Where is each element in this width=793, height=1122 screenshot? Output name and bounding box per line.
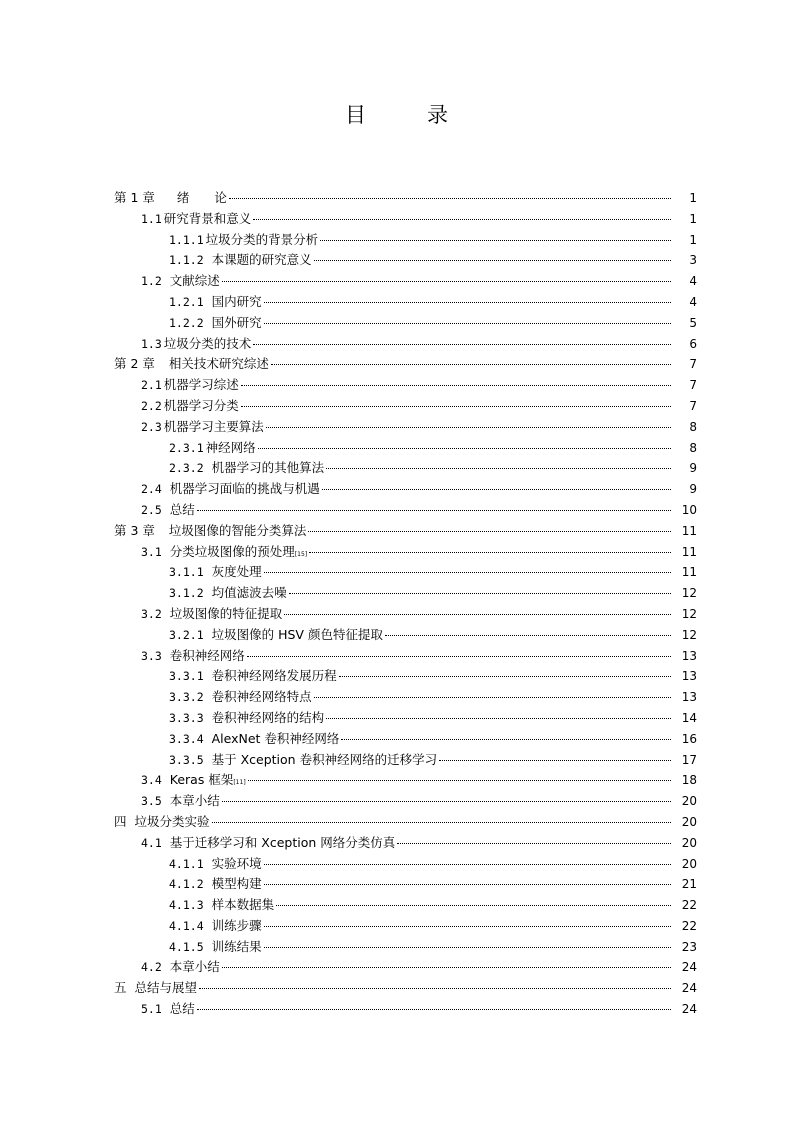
- toc-entry-number: 第 2 章: [114, 356, 155, 372]
- toc-entry-page-number: 11: [681, 523, 697, 538]
- dot-leader: [222, 800, 671, 802]
- toc-entry-level-2[interactable]: [0, 646, 793, 667]
- toc-entry-page-number: 4: [689, 274, 697, 289]
- dot-leader: [264, 322, 671, 324]
- toc-entry-level-3[interactable]: [0, 458, 793, 479]
- toc-entry-number: 4.1.4: [169, 918, 204, 933]
- dot-leader: [229, 197, 671, 199]
- dot-leader: [322, 488, 671, 490]
- toc-entry-page-number: 13: [681, 669, 697, 684]
- toc-entry-number: 3.2: [141, 606, 162, 621]
- toc-entry-title: 分类垃圾图像的预处理: [169, 543, 295, 559]
- toc-entry-number: 第 3 章: [114, 522, 155, 538]
- toc-entry-level-3[interactable]: [0, 874, 793, 895]
- toc-entry-level-3[interactable]: [0, 583, 793, 604]
- toc-entry-title: 国外研究: [211, 314, 262, 330]
- dot-leader: [314, 696, 671, 698]
- toc-entry-level-2[interactable]: [0, 957, 793, 978]
- toc-entry-number: 3.1.2: [169, 586, 204, 601]
- toc-entry-title: 机器学习面临的挑战与机遇: [169, 481, 320, 497]
- toc-entry-number: 3.3: [141, 648, 162, 663]
- toc-entry-level-3[interactable]: [0, 854, 793, 875]
- toc-entry-level-3[interactable]: [0, 708, 793, 729]
- dot-leader: [266, 426, 671, 428]
- toc-entry-page-number: 9: [689, 482, 697, 497]
- toc-entry-title: 训练结果: [211, 938, 262, 954]
- toc-entry-title: 实验环境: [211, 855, 262, 871]
- toc-entry-level-3[interactable]: [0, 729, 793, 750]
- toc-entry-title: 总结: [169, 1001, 195, 1017]
- toc-entry-page-number: 4: [689, 294, 697, 309]
- dot-leader: [276, 904, 671, 906]
- toc-entry-page-number: 20: [681, 794, 697, 809]
- toc-entry-page-number: 3: [689, 253, 697, 268]
- toc-entry-title: 垃圾分类的背景分析: [205, 231, 319, 247]
- dot-leader: [247, 655, 671, 657]
- toc-entry-number: 3.3.1: [169, 669, 204, 684]
- toc-entry-number: 2.3.2: [169, 461, 204, 476]
- toc-entry-page-number: 9: [689, 461, 697, 476]
- toc-entry-title: 垃圾分类实验: [134, 813, 210, 829]
- toc-entry-number: 1.2.2: [169, 315, 204, 330]
- toc-entry-number: 五: [114, 980, 127, 996]
- toc-entry-level-2[interactable]: [0, 375, 793, 396]
- toc-entry-level-3[interactable]: [0, 687, 793, 708]
- citation-superscript: [11]: [233, 779, 246, 787]
- toc-entry-level-2[interactable]: [0, 479, 793, 500]
- toc-entry-number: 3.2.1: [169, 627, 204, 642]
- toc-entry-level-2[interactable]: [0, 271, 793, 292]
- dot-leader: [197, 1008, 671, 1010]
- dot-leader: [222, 280, 671, 282]
- dot-leader: [308, 530, 671, 532]
- toc-entry-page-number: 8: [689, 419, 697, 434]
- toc-entry-title: 总结: [169, 501, 195, 517]
- dot-leader: [241, 405, 671, 407]
- toc-entry-level-3[interactable]: [0, 292, 793, 313]
- dot-leader: [320, 239, 671, 241]
- toc-entry-title: 模型构建: [211, 876, 262, 892]
- toc-entry-title: 垃圾图像的特征提取: [169, 605, 283, 621]
- toc-entry-title: 灰度处理: [211, 564, 262, 580]
- toc-entry-page-number: 12: [681, 606, 697, 621]
- toc-entry-title: 卷积神经网络发展历程: [211, 668, 337, 684]
- toc-entry-level-3[interactable]: [0, 313, 793, 334]
- dot-leader: [385, 634, 671, 636]
- toc-entry-title: 本课题的研究意义: [211, 252, 312, 268]
- dot-leader: [271, 363, 671, 365]
- toc-entry-page-number: 1: [689, 191, 697, 205]
- toc-entry-page-number: 7: [689, 398, 697, 413]
- toc-entry-level-3[interactable]: [0, 916, 793, 937]
- toc-entry-number: 1.1.2: [169, 253, 204, 268]
- toc-entry-title: 研究背景和意义: [163, 210, 252, 226]
- dot-leader: [264, 301, 671, 303]
- toc-entry-title: 训练步骤: [211, 917, 262, 933]
- toc-entry-number: 4.1.3: [169, 898, 204, 913]
- toc-entry-title: 绪 论: [176, 190, 227, 205]
- toc-entry-level-3[interactable]: [0, 625, 793, 646]
- dot-leader: [326, 717, 671, 719]
- toc-entry-page-number: 8: [689, 440, 697, 455]
- toc-entry-page-number: 16: [681, 731, 697, 746]
- toc-entry-number: 2.5: [141, 502, 162, 517]
- toc-entry-number: 4.1.2: [169, 877, 204, 892]
- toc-entry-level-1[interactable]: [0, 188, 793, 209]
- toc-entry-title: 样本数据集: [211, 897, 275, 913]
- toc-entry-title: 机器学习的其他算法: [211, 460, 325, 476]
- dot-leader: [326, 467, 671, 469]
- dot-leader: [212, 821, 671, 823]
- toc-entry-title: 卷积神经网络: [169, 647, 245, 663]
- dot-leader: [284, 613, 671, 615]
- toc-entry-page-number: 14: [681, 710, 697, 725]
- toc-entry-page-number: 12: [681, 627, 697, 642]
- toc-entry-page-number: 20: [681, 856, 697, 871]
- dot-leader: [248, 779, 671, 781]
- dot-leader: [264, 925, 671, 927]
- toc-entry-title: 本章小结: [169, 959, 220, 975]
- toc-entry-number: 四: [114, 813, 127, 829]
- dot-leader: [439, 759, 671, 761]
- toc-entry-title: 均值滤波去噪: [211, 585, 287, 601]
- toc-entry-title: 神经网络: [205, 439, 256, 455]
- toc-entry-number: 3.4: [141, 773, 162, 788]
- toc-entry-page-number: 6: [689, 336, 697, 351]
- toc-entry-title: 基于迁移学习和 Xception 网络分类仿真: [169, 834, 396, 850]
- dot-leader: [264, 883, 671, 885]
- toc-entry-page-number: 18: [681, 773, 697, 788]
- dot-leader: [258, 447, 671, 449]
- toc-entry-title: 本章小结: [169, 793, 220, 809]
- toc-entry-title: 垃圾分类的技术: [163, 335, 252, 351]
- toc-entry-number: 2.3: [141, 419, 162, 434]
- toc-entry-level-3[interactable]: [0, 250, 793, 271]
- toc-entry-page-number: 13: [681, 648, 697, 663]
- toc-entry-title: 总结与展望: [134, 980, 198, 996]
- toc-entry-number: 3.5: [141, 794, 162, 809]
- toc-entry-page-number: 22: [681, 918, 697, 933]
- toc-entry-title: 相关技术研究综述: [168, 356, 269, 372]
- toc-entry-title: 国内研究: [211, 293, 262, 309]
- toc-entry-page-number: 24: [681, 1002, 697, 1017]
- toc-entry-page-number: 13: [681, 690, 697, 705]
- toc-entry-level-1[interactable]: [0, 812, 793, 833]
- toc-entry-level-2[interactable]: [0, 770, 793, 791]
- toc-entry-number: 1.2.1: [169, 294, 204, 309]
- toc-entry-title: Keras 框架: [169, 772, 234, 788]
- toc-entry-number: 2.3.1: [169, 440, 204, 455]
- toc-entry-level-2[interactable]: [0, 334, 793, 355]
- toc-entry-number: 3.3.5: [169, 752, 204, 767]
- toc-entry-level-3[interactable]: [0, 438, 793, 459]
- toc-entry-title: 垃圾图像的 HSV 颜色特征提取: [211, 626, 383, 642]
- toc-entry-page-number: 1: [689, 211, 697, 226]
- toc-entry-page-number: 10: [681, 502, 697, 517]
- dot-leader: [253, 343, 671, 345]
- toc-entry-page-number: 1: [689, 232, 697, 247]
- dot-leader: [264, 571, 671, 573]
- toc-entry-number: 3.3.3: [169, 710, 204, 725]
- toc-entry-page-number: 23: [681, 939, 697, 954]
- toc-entry-page-number: 7: [689, 357, 697, 372]
- toc-entry-level-2[interactable]: [0, 833, 793, 854]
- dot-leader: [314, 259, 671, 261]
- toc-entry-level-2[interactable]: [0, 417, 793, 438]
- toc-entry-level-2[interactable]: [0, 999, 793, 1020]
- toc-entry-title: 机器学习分类: [163, 397, 239, 413]
- dot-leader: [253, 218, 671, 220]
- toc-entry-page-number: 5: [689, 315, 697, 330]
- toc-entry-title: 基于 Xception 卷积神经网络的迁移学习: [211, 751, 438, 767]
- toc-heading: 目 录: [345, 103, 468, 127]
- toc-entry-page-number: 7: [689, 378, 697, 393]
- toc-entry-number: 2.1: [141, 378, 162, 393]
- toc-entry-title: 机器学习综述: [163, 377, 239, 393]
- dot-leader: [264, 863, 671, 865]
- toc-entry-level-3[interactable]: [0, 230, 793, 251]
- toc-entry-number: 3.3.2: [169, 690, 204, 705]
- toc-entry-number: 3.3.4: [169, 731, 204, 746]
- toc-entry-number: 4.1: [141, 835, 162, 850]
- dot-leader: [241, 384, 671, 386]
- dot-leader: [264, 946, 671, 948]
- toc-entry-title: 垃圾图像的智能分类算法: [168, 522, 307, 538]
- toc-list: [0, 188, 793, 1020]
- toc-entry-level-3[interactable]: [0, 895, 793, 916]
- toc-entry-number: 1.1.1: [169, 232, 204, 247]
- toc-entry-page-number: 20: [681, 835, 697, 850]
- toc-entry-number: 4.2: [141, 960, 162, 975]
- toc-entry-number: 1.1: [141, 211, 162, 226]
- toc-entry-level-2[interactable]: [0, 791, 793, 812]
- toc-entry-page-number: 22: [681, 898, 697, 913]
- toc-entry-level-2[interactable]: [0, 500, 793, 521]
- toc-entry-page-number: 12: [681, 586, 697, 601]
- toc-entry-level-3[interactable]: [0, 562, 793, 583]
- toc-entry-page-number: 21: [681, 877, 697, 892]
- dot-leader: [309, 551, 671, 553]
- toc-entry-level-2[interactable]: [0, 209, 793, 230]
- toc-entry-title: 卷积神经网络的结构: [211, 709, 325, 725]
- toc-entry-number: 2.4: [141, 482, 162, 497]
- toc-entry-level-3[interactable]: [0, 750, 793, 771]
- toc-entry-page-number: 11: [681, 565, 697, 580]
- toc-entry-title: AlexNet 卷积神经网络: [211, 730, 340, 746]
- toc-entry-page-number: 11: [681, 544, 697, 559]
- toc-entry-title: 文献综述: [169, 273, 220, 289]
- toc-entry-level-2[interactable]: [0, 604, 793, 625]
- toc-entry-number: 3.1.1: [169, 565, 204, 580]
- toc-entry-number: 第 1 章: [114, 190, 155, 205]
- toc-entry-number: 3.1: [141, 544, 162, 559]
- dot-leader: [197, 509, 671, 511]
- toc-entry-level-3[interactable]: [0, 937, 793, 958]
- citation-superscript: [15]: [294, 550, 308, 558]
- toc-entry-level-2[interactable]: [0, 396, 793, 417]
- toc-entry-page-number: 24: [681, 981, 697, 996]
- toc-entry-page-number: 24: [681, 960, 697, 975]
- toc-entry-level-1[interactable]: [0, 521, 793, 542]
- toc-entry-level-2[interactable]: [0, 542, 793, 563]
- toc-entry-level-1[interactable]: [0, 978, 793, 999]
- dot-leader: [199, 987, 671, 989]
- dot-leader: [397, 842, 671, 844]
- toc-entry-title: 机器学习主要算法: [163, 418, 264, 434]
- toc-entry-level-1[interactable]: [0, 354, 793, 375]
- toc-entry-number: 2.2: [141, 398, 162, 413]
- dot-leader: [289, 592, 671, 594]
- toc-entry-title: 卷积神经网络特点: [211, 689, 312, 705]
- dot-leader: [339, 675, 671, 677]
- toc-entry-number: 4.1.1: [169, 856, 204, 871]
- toc-entry-number: 1.2: [141, 274, 162, 289]
- dot-leader: [341, 738, 671, 740]
- toc-entry-number: 1.3: [141, 336, 162, 351]
- toc-entry-number: 4.1.5: [169, 939, 204, 954]
- toc-entry-page-number: 17: [681, 752, 697, 767]
- dot-leader: [222, 966, 671, 968]
- toc-entry-level-3[interactable]: [0, 666, 793, 687]
- toc-entry-number: 5.1: [141, 1002, 162, 1017]
- toc-entry-page-number: 20: [681, 814, 697, 829]
